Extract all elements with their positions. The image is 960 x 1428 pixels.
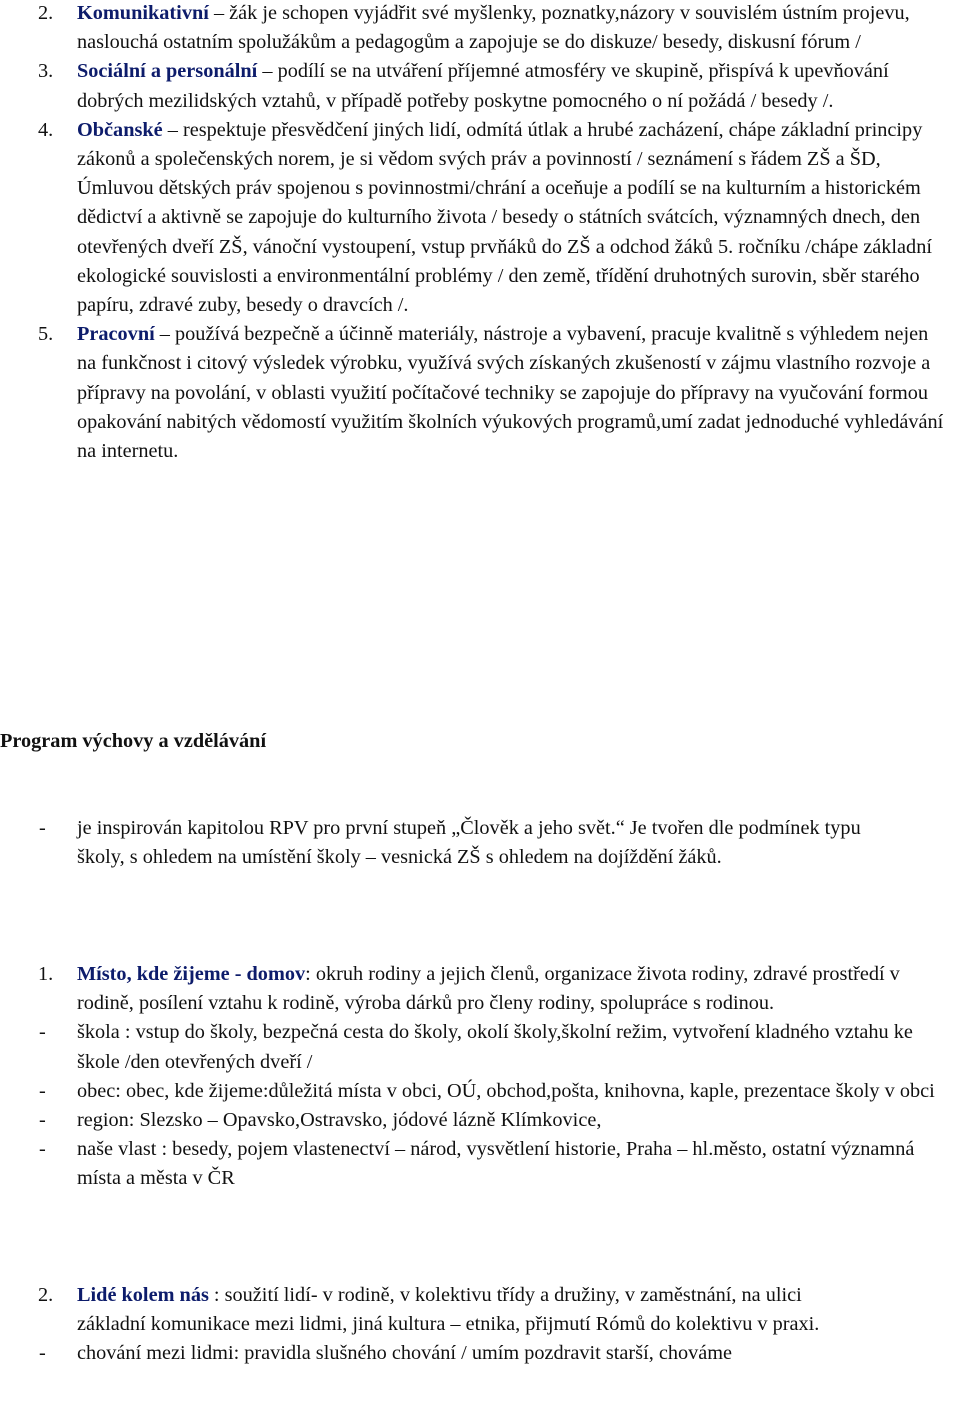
item-keyword: Komunikativní: [77, 2, 209, 24]
topic-item: [0, 960, 945, 1018]
subitem-text: region: Slezsko – Opavsko,Ostravsko, jódové lázně Klímkovice,: [77, 1109, 602, 1132]
subitem-nase-vlast: [0, 1135, 960, 1193]
subitem-text: chování mezi lidmi: pravidla slušného chování / umím pozdravit starší, chováme: [77, 1342, 733, 1365]
dash-marker: -: [39, 1109, 46, 1132]
topic-text: : soužití lidí- v rodině, v kolektivu třídy a družiny, v zaměstnání, na ulici: [208, 1284, 802, 1306]
subitem-text: obec: obec, kde žijeme:důležitá místa v obci, OÚ, obchod,pošta, knihovna, kaple, prezentace školy v obci: [77, 1079, 935, 1102]
item-keyword: Sociální a personální: [77, 60, 258, 83]
item-number: 3.: [38, 60, 54, 83]
topic-keyword: Lidé kolem nás: [77, 1284, 209, 1306]
topic-item: [0, 1281, 930, 1310]
subitem-skola: [0, 1018, 945, 1076]
topic-2-block: [0, 1281, 960, 1369]
subitem-text: naše vlast : besedy, pojem vlastenectví – národ, vysvětlení historie, Praha – hl.město, ostatní významná místa a města v ČR: [77, 1138, 915, 1190]
intro-block: [0, 814, 960, 872]
competency-item-obcanske: [0, 116, 958, 320]
topic-continuation-block: [0, 1310, 955, 1339]
dash-marker: -: [39, 1342, 46, 1365]
intro-item: [0, 814, 895, 872]
subitem-obec: [0, 1077, 945, 1106]
competency-item-pracovni: [0, 320, 958, 466]
item-keyword: Občanské: [77, 118, 163, 141]
item-number: 2.: [38, 1284, 54, 1306]
dash-marker: -: [39, 1079, 46, 1102]
intro-text: je inspirován kapitolou RPV pro první stupeň „Člověk a jeho svět.“ Je tvořen dle podmínek typu školy, s ohledem na umístění školy – vesnická ZŠ s ohledem na dojíždění žáků.: [77, 817, 861, 869]
topic-text: : okruh rodiny a jejich členů, organizace života rodiny, zdravé prostředí v rodině, posílení vztahu k rodině, výroba dárků pro členy rodiny, spolupráce s rodinou.: [77, 963, 900, 1015]
item-keyword: Pracovní: [77, 323, 155, 346]
item-text: – respektuje přesvědčení jiných lidí, odmítá útlak a hrubé zacházení, chápe základní principy zákonů a společenských norem, je si vědom svých práv a povinností / seznámení s řádem ZŠ a ŠD, Úmluvou dětských práv spojenou s povinnostmi/chrání a oceňuje a podílí se na kulturním a historickém dědictví a aktivně se zapojuje do kulturního života / besedy o státních svátcích, významných dnech, den otevřených dveří ZŠ, vánoční vystoupení, vstup prvňáků do ZŠ a odchod žáků 5. ročníku /chápe základní ekologické souvislosti a environmentální problémy / den země, třídění druhotných surovin, sběr starého papíru, zdravé zuby, besedy o dravcích /.: [77, 118, 932, 317]
subitem-chovani: [0, 1339, 960, 1368]
topic-1-block: [0, 960, 960, 1194]
section-heading: Program výchovy a vzdělávání: [0, 730, 267, 752]
item-text: – žák je schopen vyjádřit své myšlenky, poznatky,názory v souvislém ústním projevu, naslouchá ostatním spolužákům a pedagogům a zapojuje se do diskuze/ besedy, diskusní fórum /: [77, 2, 910, 54]
dash-marker: -: [39, 1021, 46, 1044]
topic-continuation: základní komunikace mezi lidmi, jiná kultura – etnika, přijmutí Rómů do kolektivu v praxi.: [77, 1313, 820, 1336]
competency-item-komunikativni: [0, 0, 958, 57]
competency-item-socialni: [0, 57, 958, 115]
subitem-region: [0, 1106, 945, 1135]
item-number: 1.: [38, 963, 54, 985]
item-number: 4.: [38, 118, 54, 141]
topic-keyword: Místo, kde žijeme - domov: [77, 963, 306, 985]
item-text: – podílí se na utváření příjemné atmosféry ve skupině, přispívá k upevňování dobrých mezilidských vztahů, v případě potřeby poskytne pomocného o ní požádá / besedy /.: [77, 60, 889, 112]
item-text: – používá bezpečně a účinně materiály, nástroje a vybavení, pracuje kvalitně s výhledem nejen na funkčnost i citový výsledek výrobku, využívá svých získaných zkušeností v zájmu vlastního rozvoje a přípravy na povolání, v oblasti využití počítačové techniky se zapojuje do přípravy na vyučování formou opakování nabitých vědomostí využitím školních výukových programů,umí zadat jednoduché vyhledávání na internetu.: [77, 323, 944, 463]
competency-list: [0, 0, 960, 466]
dash-marker: -: [39, 1138, 46, 1161]
item-number: 2.: [38, 2, 54, 24]
item-number: 5.: [38, 323, 54, 346]
subitem-text: škola : vstup do školy, bezpečná cesta do školy, okolí školy,školní režim, vytvoření kladného vztahu ke škole /den otevřených dveří /: [77, 1021, 913, 1073]
dash-marker: -: [39, 817, 46, 839]
